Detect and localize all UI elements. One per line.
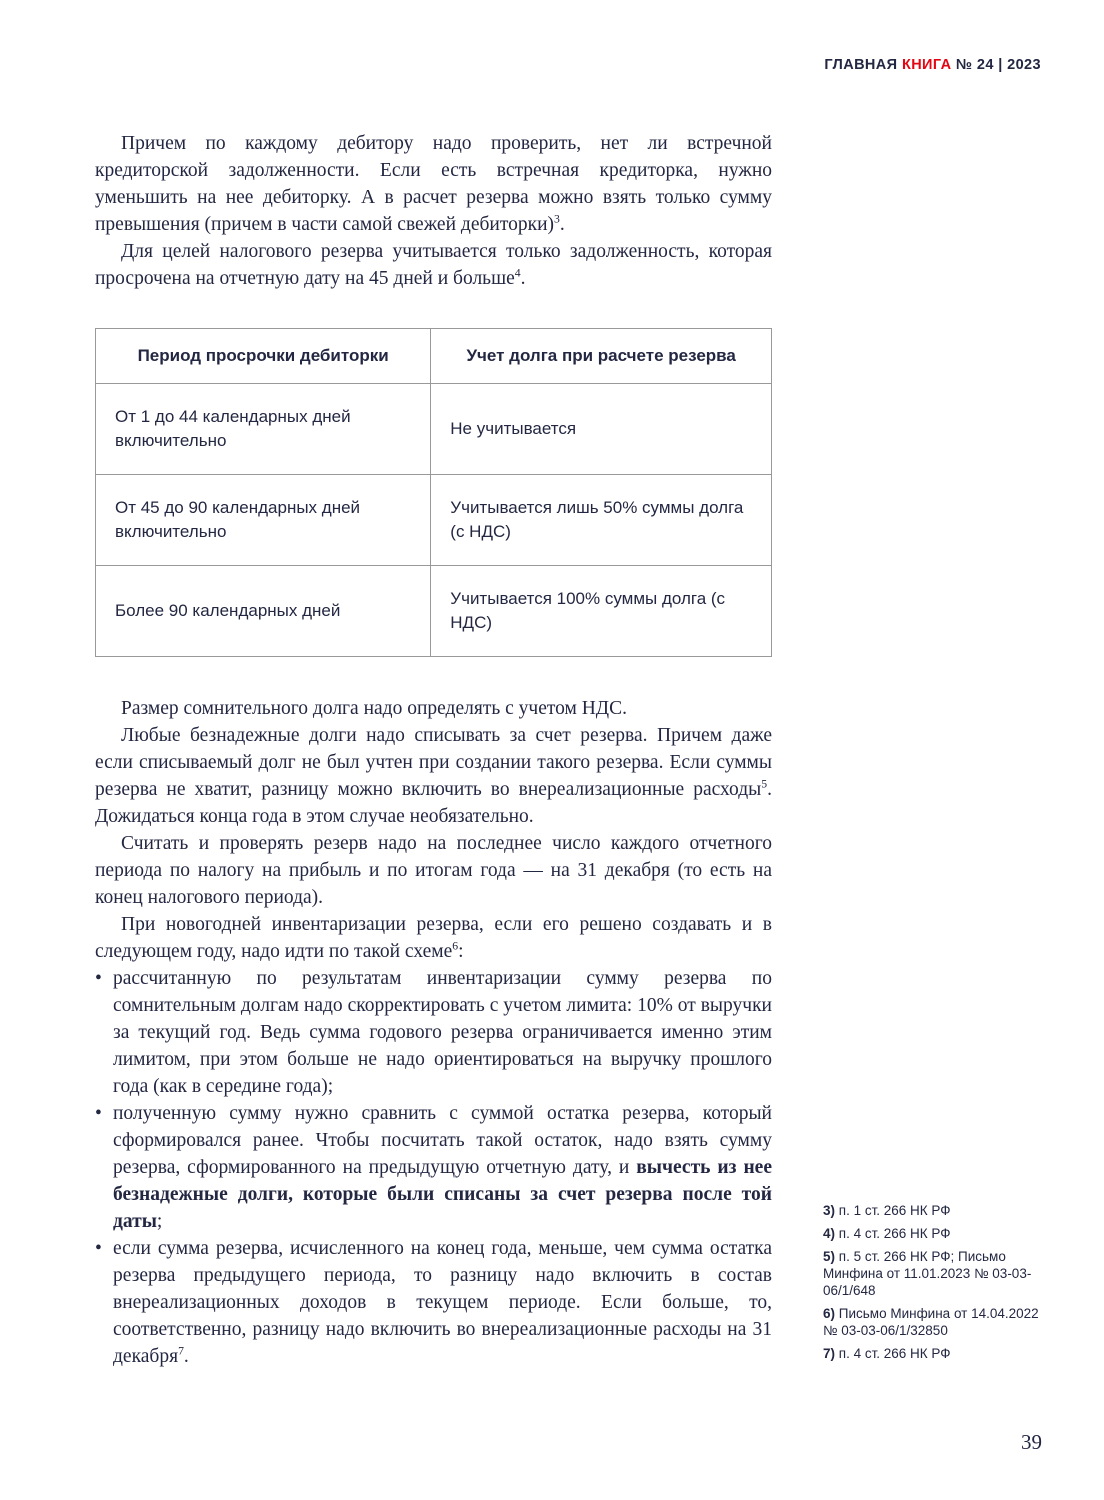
text-run: Любые безнадежные долги надо списывать за счет резерва. Причем даже если списываемый долг не был учтен при создании такого резерва. Если суммы резерва не хватит, разницу можно включить во внереализационные расходы <box>95 725 772 800</box>
text-run: : <box>458 941 464 962</box>
text-run: ; <box>156 1211 163 1232</box>
masthead <box>824 57 1041 73</box>
footnote <box>823 1248 1051 1299</box>
table-cell: Не учитывается <box>431 384 772 475</box>
text-run: . <box>559 214 565 235</box>
footnote <box>823 1202 1051 1219</box>
masthead-issue: № 24 | 2023 <box>951 57 1041 73</box>
footnotes-column <box>823 1202 1051 1368</box>
bullet-item <box>95 965 772 1100</box>
table-cell: Учитывается лишь 50% суммы долга (с НДС) <box>431 475 772 566</box>
deadline-table-body <box>96 384 772 657</box>
footnote-text: п. 4 ст. 266 НК РФ <box>838 1226 951 1241</box>
table-column-header: Период просрочки дебиторки <box>96 329 431 384</box>
footnote-marker: 3 <box>554 212 560 226</box>
text-run: При новогодней инвентаризации резерва, если его решено создавать и в следующем году, надо идти по такой схеме <box>95 914 772 962</box>
paragraph <box>95 238 772 292</box>
table-row <box>96 566 772 657</box>
footnote-marker: 5 <box>761 777 768 791</box>
footnote <box>823 1305 1051 1339</box>
article-text-bottom <box>95 695 772 1370</box>
text-run: . <box>520 268 526 289</box>
footnote-marker: 4 <box>514 266 521 280</box>
bullet-marker: • <box>95 968 102 989</box>
footnote-text: п. 5 ст. 266 НК РФ; Письмо Минфина от 11.01.2023 № 03-03-06/1/648 <box>823 1249 1032 1298</box>
page-number: 39 <box>1021 1430 1042 1454</box>
text-run: полученную сумму нужно сравнить с суммой остатка резерва, который сформировался ранее. Чтобы посчитать такой остаток, надо взять сумму резерва, сформированного на предыдущую отчетную дату, и <box>113 1103 772 1178</box>
bold-text-run: вычесть из нее безнадежные долги, которые были списаны за счет резерва после той даты <box>113 1157 772 1232</box>
paragraph <box>95 130 772 238</box>
paragraph <box>95 830 772 911</box>
bullet-item <box>95 1235 772 1370</box>
paragraph <box>95 722 772 830</box>
bullet-marker: • <box>95 1238 102 1259</box>
deadline-table-head <box>96 329 772 384</box>
footnote-number: 6) <box>823 1306 839 1321</box>
text-run: Считать и проверять резерв надо на последнее число каждого отчетного периода по налогу на прибыль и по итогам года — на 31 декабря (то есть на конец налогового периода). <box>95 833 772 908</box>
table-column-header: Учет долга при расчете резерва <box>431 329 772 384</box>
text-run: Для целей налогового резерва учитывается только задолженность, которая просрочена на отчетную дату на 45 дней и больше <box>95 241 772 289</box>
footnote <box>823 1225 1051 1242</box>
text-run: если сумма резерва, исчисленного на конец года, меньше, чем сумма остатка резерва предыдущего периода, то разницу надо включить в состав внереализационных доходов в текущем периоде. Если больше, то, соответственно, разницу надо включить во внереализационные расходы на 31 декабря <box>113 1238 772 1367</box>
footnote-marker: 6 <box>452 939 459 953</box>
footnote-number: 7) <box>823 1346 839 1361</box>
footnote-text: п. 4 ст. 266 НК РФ <box>838 1346 951 1361</box>
footnote <box>823 1345 1051 1362</box>
text-run: рассчитанную по результатам инвентаризации сумму резерва по сомнительным долгам надо скорректировать с учетом лимита: 10% от выручки за текущий год. Ведь сумма годового резерва ограничивается именно этим лимитом, при этом больше не надо ориентироваться на выручку прошлого года (как в середине года); <box>113 968 772 1097</box>
article-text-top <box>95 130 772 292</box>
article-body <box>95 130 772 1370</box>
text-run: Причем по каждому дебитору надо проверить, нет ли встречной кредиторской задолженности. Если есть встречная кредиторка, нужно уменьшить на нее дебиторку. А в расчет резерва можно взять только сумму превышения (причем в части самой свежей дебиторки) <box>95 133 772 235</box>
text-run: Размер сомнительного долга надо определять с учетом НДС. <box>121 698 627 719</box>
masthead-brand-red: КНИГА <box>901 57 952 73</box>
text-run: . <box>183 1346 189 1367</box>
table-cell: Учитывается 100% суммы долга (с НДС) <box>431 566 772 657</box>
footnote-text: п. 1 ст. 266 НК РФ <box>838 1203 951 1218</box>
text-run: . Дожидаться конца года в этом случае необязательно. <box>95 779 772 827</box>
footnote-text: Письмо Минфина от 14.04.2022 № 03-03-06/1/32850 <box>823 1306 1039 1338</box>
table-cell: От 45 до 90 календарных дней включительно <box>96 475 431 566</box>
table-cell: Более 90 календарных дней <box>96 566 431 657</box>
bullet-item <box>95 1100 772 1235</box>
table-header-row <box>96 329 772 384</box>
footnote-number: 5) <box>823 1249 839 1264</box>
masthead-brand-dark: ГЛАВНАЯ <box>824 57 902 73</box>
table-cell: От 1 до 44 календарных дней включительно <box>96 384 431 475</box>
deadline-table <box>95 328 772 657</box>
deadline-table-wrap <box>95 328 772 657</box>
paragraph <box>95 695 772 722</box>
footnote-marker: 7 <box>178 1344 184 1358</box>
footnote-number: 4) <box>823 1226 839 1241</box>
bullet-marker: • <box>95 1103 102 1124</box>
paragraph <box>95 911 772 965</box>
table-row <box>96 384 772 475</box>
table-row <box>96 475 772 566</box>
footnote-number: 3) <box>823 1203 839 1218</box>
